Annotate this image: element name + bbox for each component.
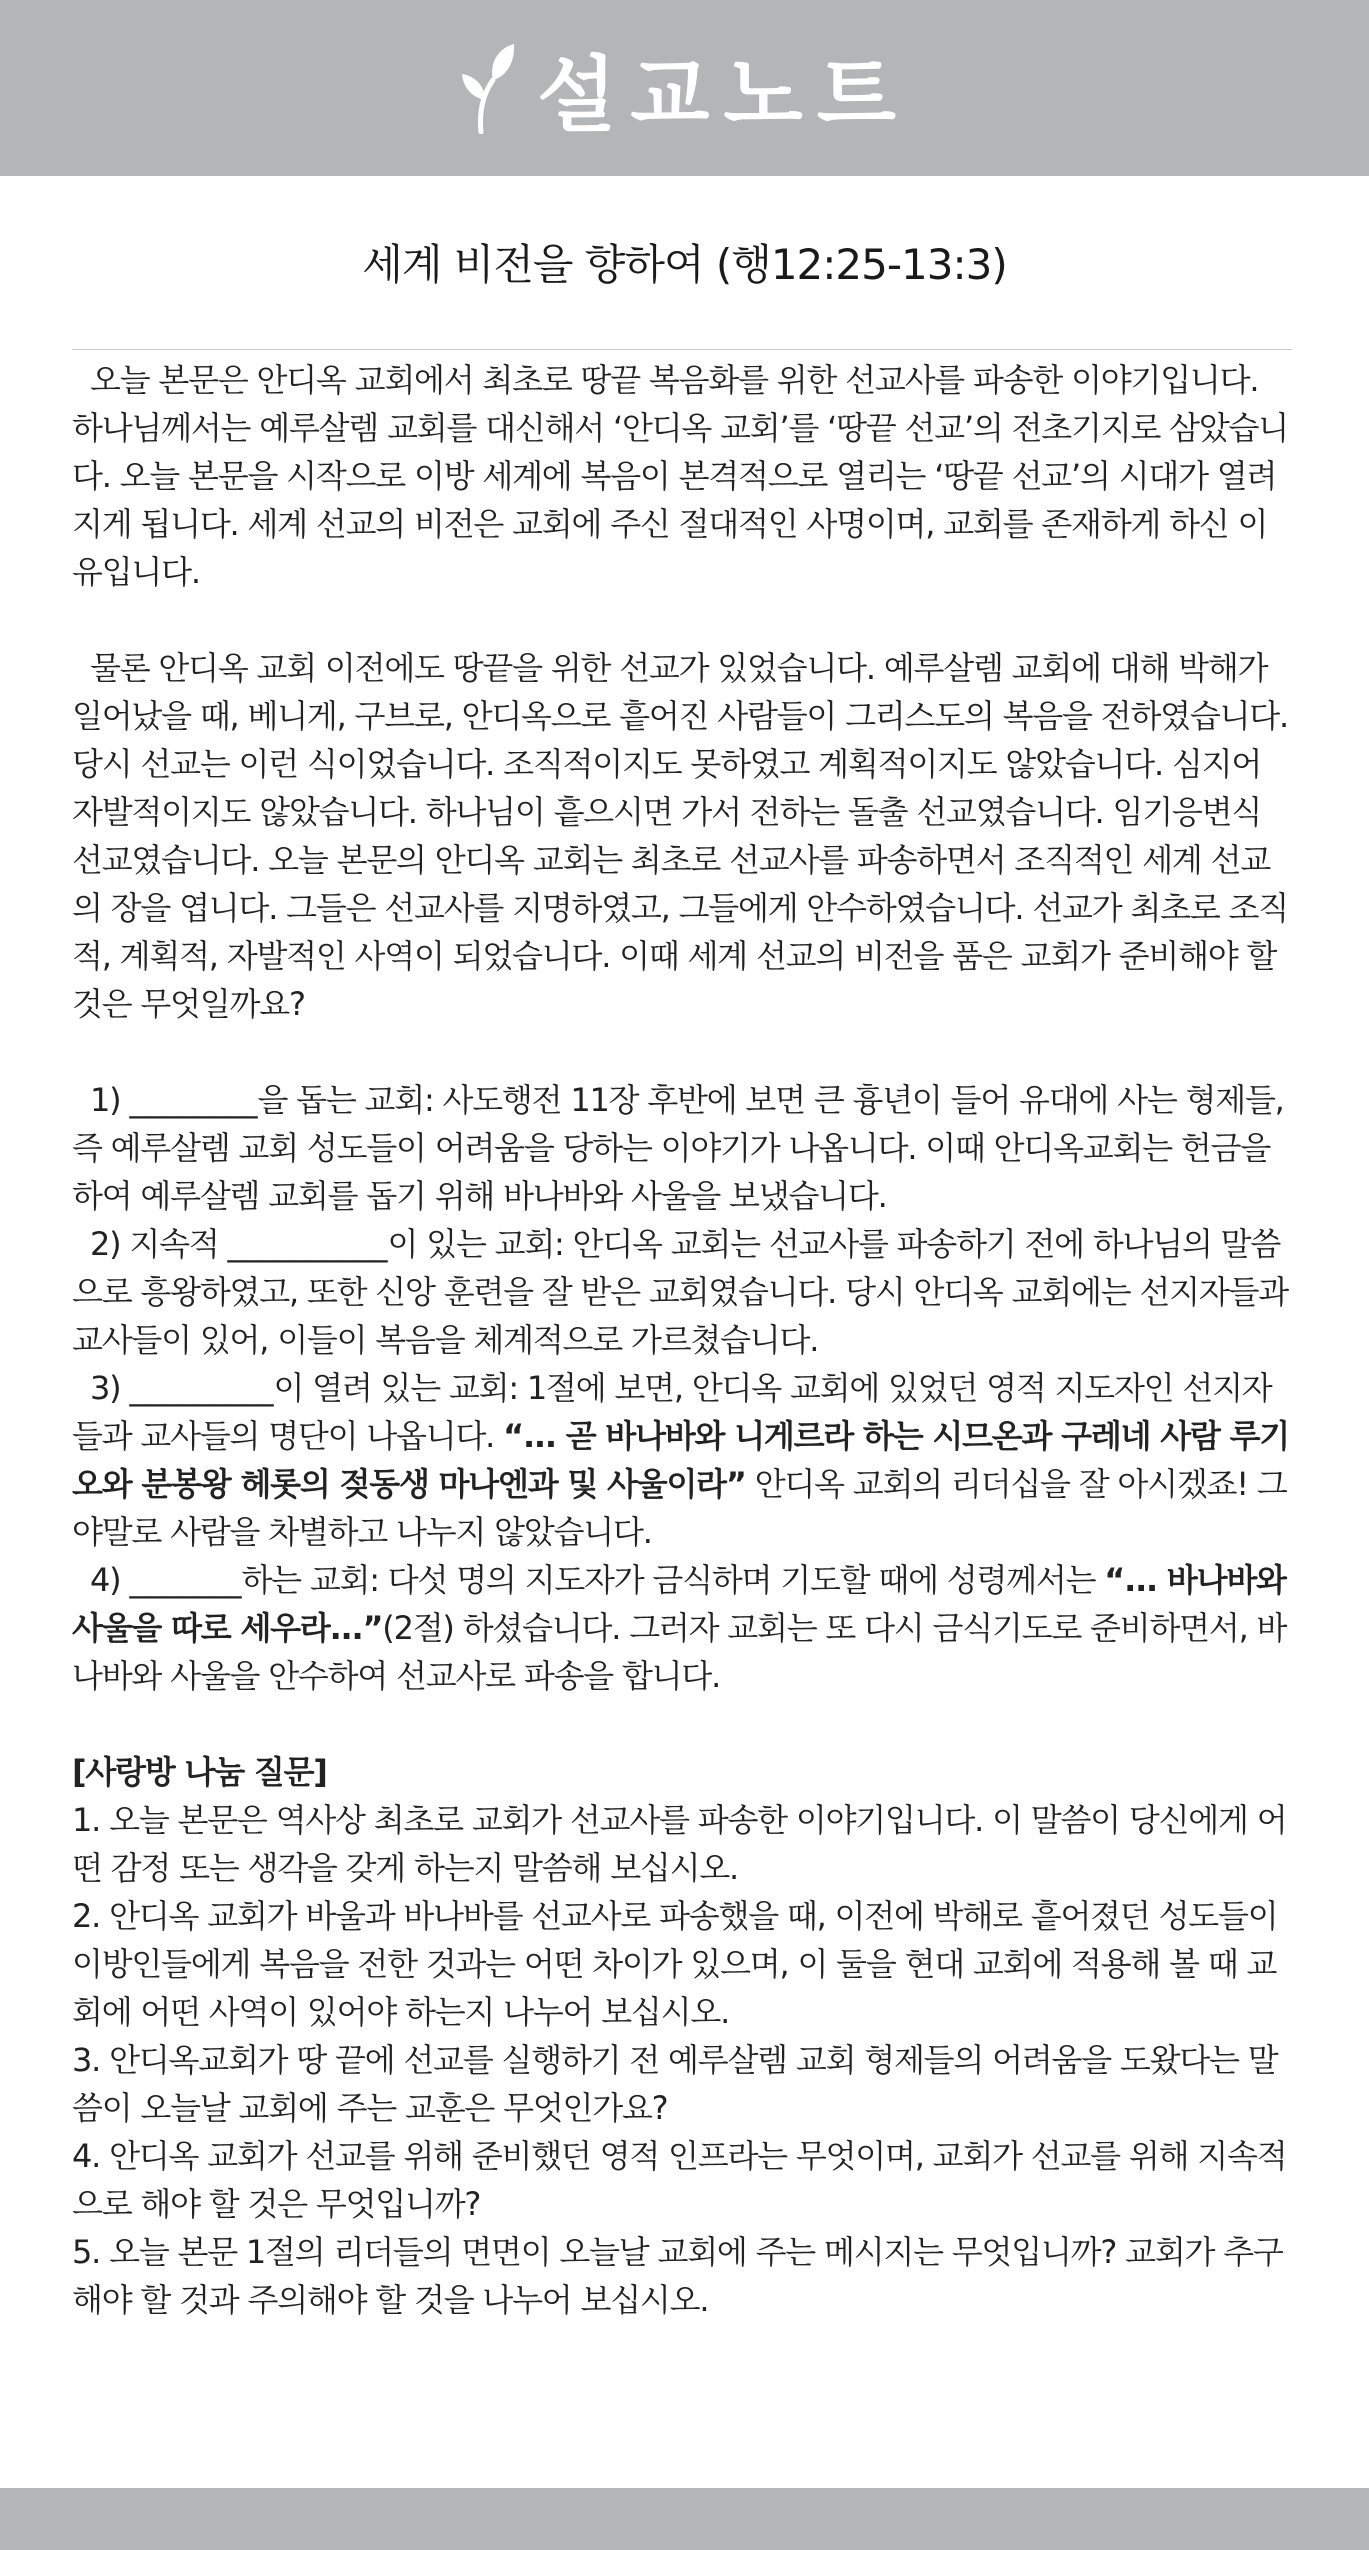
point-item-4 xyxy=(72,1556,1294,1700)
header-banner xyxy=(0,0,1369,176)
intro-paragraph-2: 물론 안디옥 교회 이전에도 땅끝을 위한 선교가 있었습니다. 예루살렘 교회에 대해 박해가 일어났을 때, 베니게, 구브로, 안디옥으로 흩어진 사람들이 그리스도의 복음을 전하였습니다. 당시 선교는 이런 식이었습니다. 조직적이지도 못하였고 계획적이지도 않았습니다. 심지어 자발적이지도 않았습니다. 하나님이 흩으시면 가서 전하는 돌출 선교였습니다. 임기응변식 선교였습니다. 오늘 본문의 안디옥 교회는 최초로 선교사를 파송하면서 조직적인 세계 선교의 장을 엽니다. 그들은 선교사를 지명하였고, 그들에게 안수하였습니다. 선교가 최초로 조직적, 계획적, 자발적인 사역이 되었습니다. 이때 세계 선교의 비전을 품은 교회가 준비해야 할 것은 무엇일까요? xyxy=(72,649,1288,1023)
scripture-quote: “... 바나바와 사울을 따로 세우라...” xyxy=(72,1561,1286,1647)
sprout-leaf-icon xyxy=(459,42,517,134)
point-text-after: 안디옥 교회의 리더십을 잘 아시겠죠! 그야말로 사람을 차별하고 나누지 않았습니다. xyxy=(72,1465,1287,1551)
point-number: 3) xyxy=(90,1369,121,1407)
sermon-title: 세계 비전을 향하여 (행12:25-13:3) xyxy=(362,240,1007,289)
fill-in-blank: ________ xyxy=(129,1081,258,1119)
fill-in-blank: _________ xyxy=(129,1369,274,1407)
questions-heading: [사랑방 나눔 질문] xyxy=(72,1753,327,1791)
point-text-after: (2절) 하셨습니다. 그러자 교회는 또 다시 금식기도로 준비하면서, 바나바와 사울을 안수하여 선교사로 파송을 합니다. xyxy=(72,1609,1287,1695)
point-number: 4) xyxy=(90,1561,121,1599)
point-number: 1) xyxy=(90,1081,121,1119)
intro-paragraph-1: 오늘 본문은 안디옥 교회에서 최초로 땅끝 복음화를 위한 선교사를 파송한 이야기입니다. 하나님께서는 예루살렘 교회를 대신해서 ‘안디옥 교회’를 ‘땅끝 선교’의 전초기지로 삼았습니다. 오늘 본문을 시작으로 이방 세계에 복음이 본격적으로 열리는 ‘땅끝 선교’의 시대가 열려지게 됩니다. 세계 선교의 비전은 교회에 주신 절대적인 사명이며, 교회를 존재하게 하신 이유입니다. xyxy=(72,361,1288,591)
point-item-2 xyxy=(72,1220,1294,1364)
header-inner xyxy=(459,30,910,147)
header-title: 설교노트 xyxy=(537,47,910,143)
fill-in-blank: __________ xyxy=(227,1225,388,1263)
sermon-body xyxy=(72,356,1294,2324)
question-item: 1. 오늘 본문은 역사상 최초로 교회가 선교사를 파송한 이야기입니다. 이 말씀이 당신에게 어떤 감정 또는 생각을 갖게 하는지 말씀해 보십시오. xyxy=(72,1801,1287,1887)
question-item: 3. 안디옥교회가 땅 끝에 선교를 실행하기 전 예루살렘 교회 형제들의 어려움을 도왔다는 말씀이 오늘날 교회에 주는 교훈은 무엇인가요? xyxy=(72,2041,1278,2127)
point-item-1 xyxy=(72,1076,1294,1220)
fill-in-blank: _______ xyxy=(129,1561,242,1599)
point-text: 하는 교회: 다섯 명의 지도자가 금식하며 기도할 때에 성령께서는 xyxy=(241,1561,1105,1599)
point-text: 이 있는 교회: 안디옥 교회는 선교사를 파송하기 전에 하나님의 말씀으로 흥왕하였고, 또한 신앙 훈련을 잘 받은 교회였습니다. 당시 안디옥 교회에는 선지자들과 교사들이 있어, 이들이 복음을 체계적으로 가르쳤습니다. xyxy=(72,1225,1288,1359)
point-item-3 xyxy=(72,1364,1294,1556)
scripture-quote: “... 곧 바나바와 니게르라 하는 시므온과 구레네 사람 루기오와 분봉왕 헤롯의 젖동생 마나엔과 및 사울이라” xyxy=(72,1417,1290,1503)
point-text: 을 돕는 교회: 사도행전 11장 후반에 보면 큰 흉년이 들어 유대에 사는 형제들, 즉 예루살렘 교회 성도들이 어려움을 당하는 이야기가 나옵니다. 이때 안디옥교회는 헌금을 하여 예루살렘 교회를 돕기 위해 바나바와 사울을 보냈습니다. xyxy=(72,1081,1284,1215)
question-item: 4. 안디옥 교회가 선교를 위해 준비했던 영적 인프라는 무엇이며, 교회가 선교를 위해 지속적으로 해야 할 것은 무엇입니까? xyxy=(72,2137,1287,2223)
title-divider xyxy=(72,349,1292,350)
question-item: 5. 오늘 본문 1절의 리더들의 면면이 오늘날 교회에 주는 메시지는 무엇입니까? 교회가 추구해야 할 것과 주의해야 할 것을 나누어 보십시오. xyxy=(72,2233,1283,2319)
points-list xyxy=(72,1076,1294,1700)
footer-bar xyxy=(0,2488,1369,2550)
point-text: 이 열려 있는 교회: 1절에 보면, 안디옥 교회에 있었던 영적 지도자인 선지자들과 교사들의 명단이 나옵니다. xyxy=(72,1369,1272,1455)
discussion-questions xyxy=(72,1748,1294,2324)
question-item: 2. 안디옥 교회가 바울과 바나바를 선교사로 파송했을 때, 이전에 박해로 흩어졌던 성도들이 이방인들에게 복음을 전한 것과는 어떤 차이가 있으며, 이 둘을 현대 교회에 적용해 볼 때 교회에 어떤 사역이 있어야 하는지 나누어 보십시오. xyxy=(72,1897,1278,2031)
point-number: 2) 지속적 xyxy=(90,1225,219,1263)
